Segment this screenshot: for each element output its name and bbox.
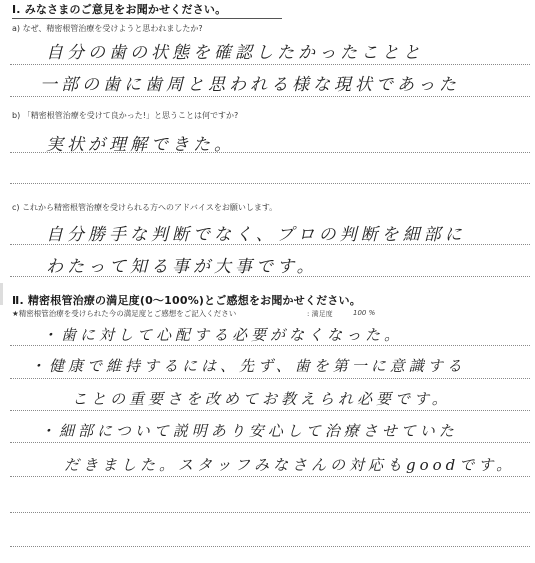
answer-2-line-2: ・健康で維持するには、先ず、歯を第一に意識する xyxy=(30,357,466,375)
answer-2-line-1: ・歯に対して心配する必要がなくなった。 xyxy=(42,326,404,344)
answer-line xyxy=(10,183,530,184)
answer-line xyxy=(10,512,530,513)
answer-line xyxy=(10,442,530,443)
answer-2-line-5: だきました。スタッフみなさんの対応もgoodです。 xyxy=(64,456,516,474)
answer-line xyxy=(10,546,530,547)
satisfaction-note: ★精密根管治療を受けられた今の満足度とご感想をご記入ください xyxy=(12,309,237,318)
answer-line xyxy=(10,378,530,379)
satisfaction-value: 100 % xyxy=(353,309,376,317)
section-1-heading-underline xyxy=(12,18,282,19)
section-1-heading: Ⅰ. みなさまのご意見をお聞かせください。 xyxy=(12,3,227,16)
answer-2-line-3: ことの重要さを改めてお教えられ必要です。 xyxy=(72,390,451,408)
answer-line xyxy=(10,96,530,97)
answer-c-line-2: わたって知る事が大事です。 xyxy=(46,257,318,277)
answer-line xyxy=(10,410,530,411)
answer-2-line-4: ・細部について説明あり安心して治療させていた xyxy=(40,422,458,440)
question-c: c) これから精密根管治療を受けられる方へのアドバイスをお願いします。 xyxy=(12,203,278,212)
answer-line xyxy=(10,64,530,65)
page-edge-mark xyxy=(0,283,3,305)
question-a: a) なぜ、精密根管治療を受けようと思われましたか? xyxy=(12,24,203,33)
answer-b-line-1: 実状が理解できた。 xyxy=(46,135,235,155)
answer-line xyxy=(10,476,530,477)
section-2-heading: Ⅱ. 精密根管治療の満足度(0〜100%)とご感想をお聞かせください。 xyxy=(12,294,361,307)
question-b: b) 「精密根管治療を受けて良かった!」と思うことは何ですか? xyxy=(12,111,239,120)
answer-c-line-1: 自分勝手な判断でなく、プロの判断を細部に xyxy=(46,225,466,245)
answer-a-line-2: 一部の歯に歯周と思われる様な現状であった xyxy=(40,75,460,95)
answer-line xyxy=(10,345,530,346)
answer-a-line-1: 自分の歯の状態を確認したかったことと xyxy=(46,43,424,63)
satisfaction-label: : 満足度 xyxy=(307,310,333,318)
